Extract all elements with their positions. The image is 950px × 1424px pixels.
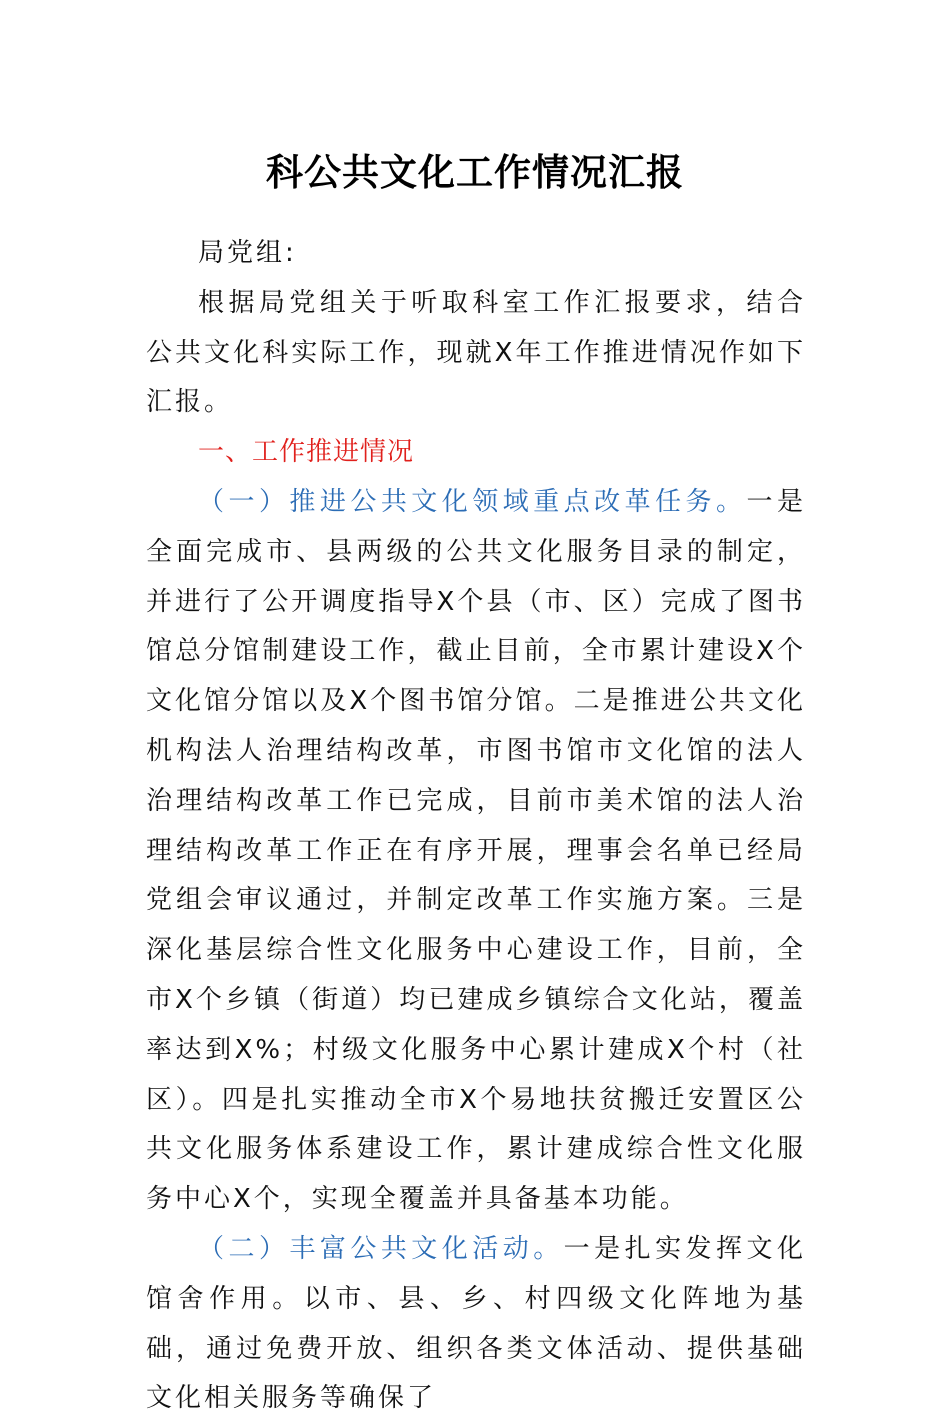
document-body bbox=[146, 229, 806, 1424]
subsection-text-2: 一是扎实发挥文化馆舍作用。以市、县、乡、村四级文化阵地为基础，通过免费开放、组织各类文体活动、提供基础文化相关服务等确保了 bbox=[146, 1233, 806, 1414]
salutation: 局党组: bbox=[198, 238, 297, 268]
subsection-text-1: 一是全面完成市、县两级的公共文化服务目录的制定，并进行了公开调度指导X个县（市、区）完成了图书馆总分馆制建设工作，截止目前，全市累计建设X个文化馆分馆以及X个图书馆分馆。二是推进公共文化机构法人治理结构改革，市图书馆市文化馆的法人治理结构改革工作已完成，目前市美术馆的法人治理结构改革工作正在有序开展，理事会名单已经局党组会审议通过，并制定改革工作实施方案。三是深化基层综合性文化服务中心建设工作，目前，全市X个乡镇（街道）均已建成乡镇综合文化站，覆盖率达到X%；村级文化服务中心累计建成X个村（社区）。四是扎实推动全市X个易地扶贫搬迁安置区公共文化服务体系建设工作，累计建成综合性文化服务中心X个，实现全覆盖并具备基本功能。 bbox=[146, 486, 806, 1215]
intro-paragraph: 根据局党组关于听取科室工作汇报要求，结合公共文化科实际工作，现就X年工作推进情况作如下汇报。 bbox=[146, 287, 806, 418]
document-title: 科公共文化工作情况汇报 bbox=[266, 150, 684, 194]
subsection-heading-1: （一）推进公共文化领域重点改革任务。 bbox=[198, 486, 747, 517]
paragraph-subsection-2 bbox=[146, 1225, 806, 1424]
subsection-heading-2: （二）丰富公共文化活动。 bbox=[198, 1233, 564, 1264]
paragraph-subsection-1 bbox=[146, 478, 806, 1225]
section-heading-1: 一、工作推进情况 bbox=[198, 437, 415, 468]
